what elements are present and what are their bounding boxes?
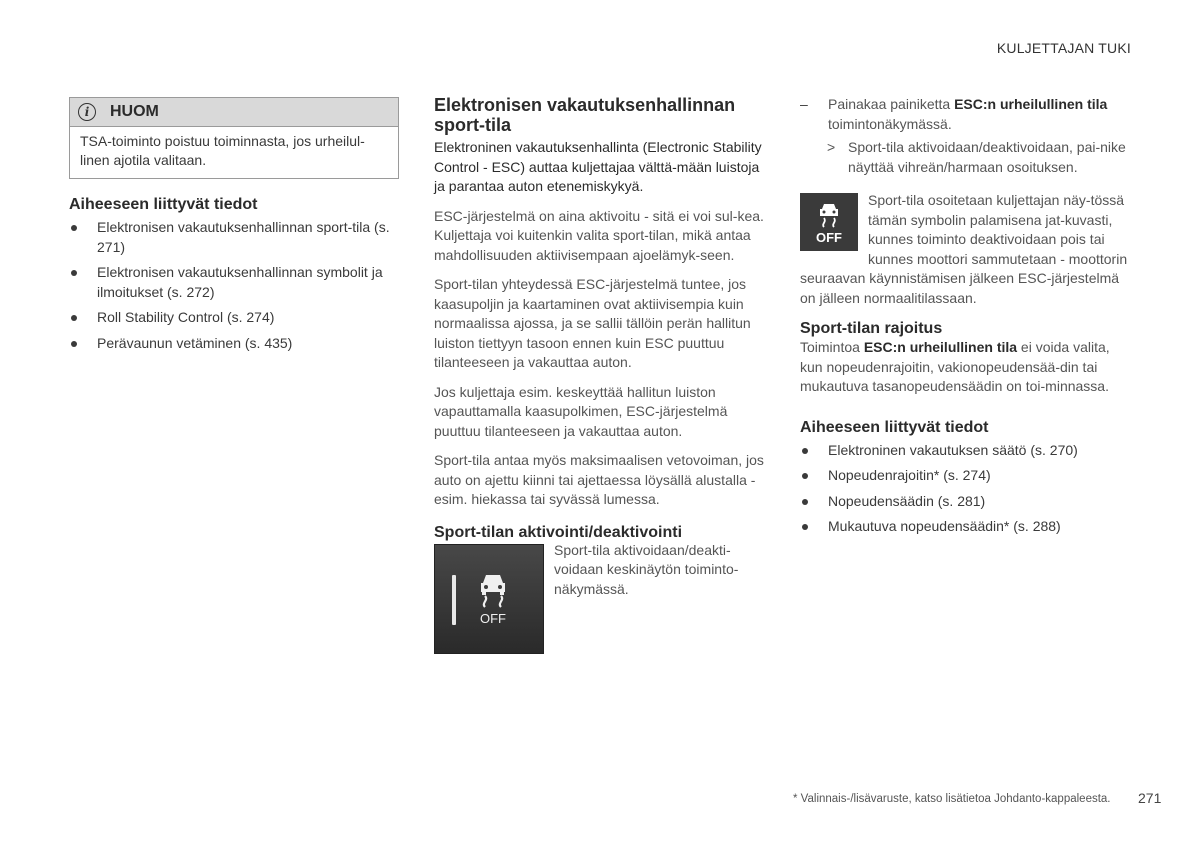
related-link[interactable]: Elektronisen vakautuksenhallinnan sport-tila (s. 271) <box>69 218 404 257</box>
related-list <box>800 441 1130 537</box>
related-link[interactable]: Roll Stability Control (s. 274) <box>69 308 404 328</box>
indicator-led <box>452 575 456 625</box>
step-item <box>800 95 1130 134</box>
limit-function-name: ESC:n urheilullinen tila <box>863 339 1018 355</box>
body-paragraph: Sport-tila antaa myös maksimaalisen vetovoiman, jos auto on ajettu kiinni tai ajettaessa löysällä alustalla - esim. hiekassa tai syvässä lumessa. <box>434 452 764 507</box>
related-info-left <box>69 196 404 359</box>
related-link[interactable]: Elektroninen vakautuksen säätö (s. 270) <box>800 441 1130 461</box>
related-heading: Aiheeseen liittyvät tiedot <box>69 196 258 213</box>
body-paragraph: ESC-järjestelmä on aina aktivoitu - sitä ei voi sul-kea. Kuljettaja voi kuitenkin valita sport-tilan, mikä antaa mahdollisuuden aktiivisempaan ajoelämyk-seen. <box>434 207 764 263</box>
limit-heading: Sport-tilan rajoitus <box>800 320 943 337</box>
step-text-prefix: Painakaa painiketta <box>828 96 955 112</box>
symbol-off-label: OFF <box>816 230 842 245</box>
body-paragraph: Sport-tilan yhteydessä ESC-järjestelmä tuntee, jos kaasupoljin ja kaartaminen ovat aktiivisempia kuin normaalissa ajossa, ja se sallii tällöin perän hallitun luiston tiettyyn tasoon ennen kuin ESC puuttuu tilanteeseen ja vakauttaa auton. <box>434 276 751 370</box>
note-title: HUOM <box>110 103 159 120</box>
limit-suffix: ei voida valita, kun nopeudenrajoitin, vakionopeudensää-din tai mukautuva tasanopeudensäädin on toi-minnassa. <box>800 339 1110 394</box>
page-title: Elektronisen vakautuksenhallinnan sport-tila <box>434 95 736 135</box>
note-body: TSA-toiminto poistuu toiminnasta, jos urheilul-linen ajotila valitaan. <box>80 133 365 168</box>
related-link[interactable]: Elektronisen vakautuksenhallinnan symbolit ja ilmoitukset (s. 272) <box>69 263 404 302</box>
lead-paragraph: Elektroninen vakautuksenhallinta (Electronic Stability Control - ESC) auttaa kuljettajaa välttä-mään luistoja ja parantaa auton etenemiskykyä. <box>434 139 762 194</box>
footnote: * Valinnais-/lisävaruste, katso lisätietoa Johdanto-kappaleesta. <box>793 793 1111 805</box>
related-list <box>69 218 404 353</box>
symbol-block <box>800 191 1130 308</box>
right-column <box>800 95 1130 543</box>
related-heading: Aiheeseen liittyvät tiedot <box>800 418 989 436</box>
page-number: 271 <box>1138 790 1162 806</box>
related-link[interactable]: Mukautuva nopeudensäädin* (s. 288) <box>800 517 1130 537</box>
step-marker: – <box>800 96 808 112</box>
related-link[interactable]: Nopeudenrajoitin* (s. 274) <box>800 466 1130 486</box>
section-title: KULJETTAJAN TUKI <box>996 40 1131 56</box>
esc-off-symbol-icon <box>800 193 858 251</box>
note-header <box>70 98 398 127</box>
result-marker: > <box>827 139 836 155</box>
related-info-right <box>800 419 1130 537</box>
note-box <box>69 97 399 179</box>
activation-block <box>434 541 764 654</box>
limit-paragraph <box>800 338 1130 397</box>
body-paragraph: Jos kuljettaja esim. keskeyttää hallitun luiston vapauttamalla kaasupolkimen, ESC-järjestelmä puuttuu tilanteeseen ja vakauttaa auton. <box>434 383 728 439</box>
info-icon: i <box>78 103 96 121</box>
main-column <box>434 95 764 654</box>
symbol-text: Sport-tila osoitetaan kuljettajan näy-tössä tämän symbolin palamisena jat-kuvasti, kunnes toiminto deaktivoidaan pois tai kunnes moottori sammutetaan - moottorin seuraavan käynnistämisen jälkeen ESC-järjestelmä on jälleen normaalitilassaan. <box>800 192 1128 306</box>
step-text-suffix: toimintonäkymässä. <box>828 115 952 132</box>
result-text: Sport-tila aktivoidaan/deaktivoidaan, pai-nike näyttää vihreän/harmaan osoituksen. <box>848 139 1126 175</box>
off-label: OFF <box>480 610 506 626</box>
related-link[interactable]: Perävaunun vetäminen (s. 435) <box>69 334 404 354</box>
activation-heading: Sport-tilan aktivointi/deaktivointi <box>434 523 683 541</box>
activation-text: Sport-tila aktivoidaan/deakti-voidaan keskinäytön toiminto-näkymässä. <box>554 541 739 597</box>
esc-off-icon <box>475 569 511 629</box>
step-button-name: ESC:n urheilullinen tila <box>954 96 1108 112</box>
result-item <box>800 138 1130 177</box>
esc-button-image <box>434 544 544 654</box>
limit-prefix: Toimintoa <box>800 339 864 355</box>
related-link[interactable]: Nopeudensäädin (s. 281) <box>800 492 1130 512</box>
